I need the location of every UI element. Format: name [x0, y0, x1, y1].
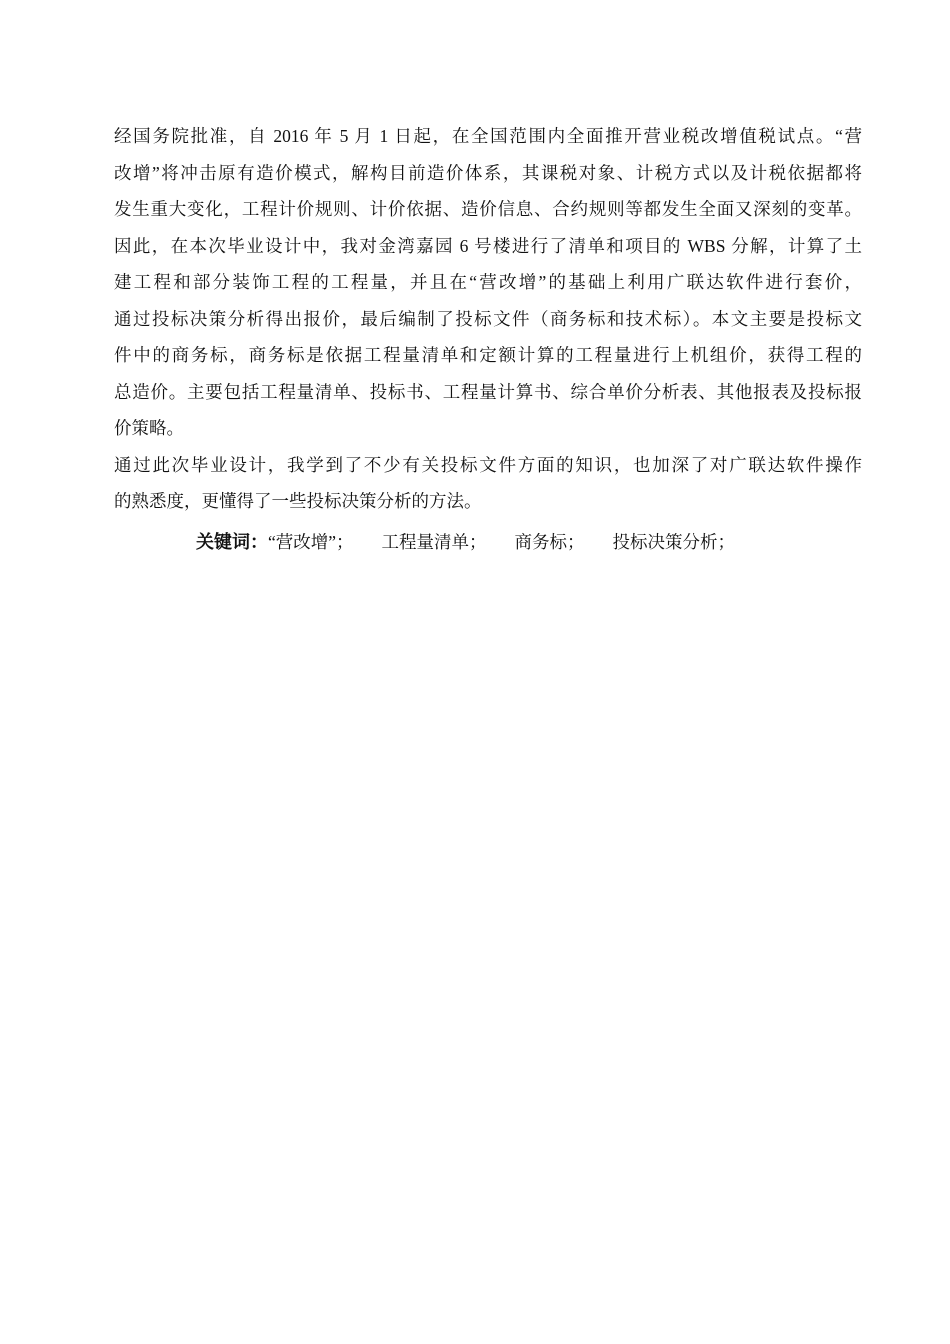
abstract-line: 因此，在本次毕业设计中，我对金湾嘉园 6 号楼进行了清单和项目的 WBS 分解，计算了土 — [114, 235, 862, 256]
abstract-line: 总造价。主要包括工程量清单、投标书、工程量计算书、综合单价分析表、其他报表及投标报 — [114, 381, 862, 402]
keyword-item: 投标决策分析； — [612, 532, 736, 552]
abstract-line: 改增”将冲击原有造价模式，解构目前造价体系，其课税对象、计税方式以及计税依据都将 — [114, 162, 862, 183]
keyword-item: 工程量清单； — [381, 532, 487, 552]
keywords-label: 关键词： — [196, 532, 268, 552]
abstract-line: 件中的商务标，商务标是依据工程量清单和定额计算的工程量进行上机组价，获得工程的 — [114, 345, 862, 365]
abstract-line: 建工程和部分装饰工程的工程量，并且在“营改增”的基础上利用广联达软件进行套价， — [114, 272, 862, 292]
abstract-line: 价策略。 — [114, 418, 184, 438]
abstract-line: 通过投标决策分析得出报价，最后编制了投标文件（商务标和技术标）。本文主要是投标文 — [114, 308, 862, 329]
abstract-body — [114, 118, 862, 520]
abstract-line: 经国务院批准，自 2016 年 5 月 1 日起，在全国范围内全面推开营业税改增值税试点。“营 — [114, 126, 862, 146]
keyword-item: “营改增”； — [268, 532, 354, 552]
keyword-item: 商务标； — [514, 532, 585, 552]
abstract-line: 通过此次毕业设计，我学到了不少有关投标文件方面的知识，也加深了对广联达软件操作 — [114, 454, 862, 475]
abstract-line: 的熟悉度，更懂得了一些投标决策分析的方法。 — [114, 491, 482, 511]
keywords-line — [196, 524, 735, 560]
abstract-line: 发生重大变化，工程计价规则、计价依据、造价信息、合约规则等都发生全面又深刻的变革。 — [114, 199, 862, 219]
